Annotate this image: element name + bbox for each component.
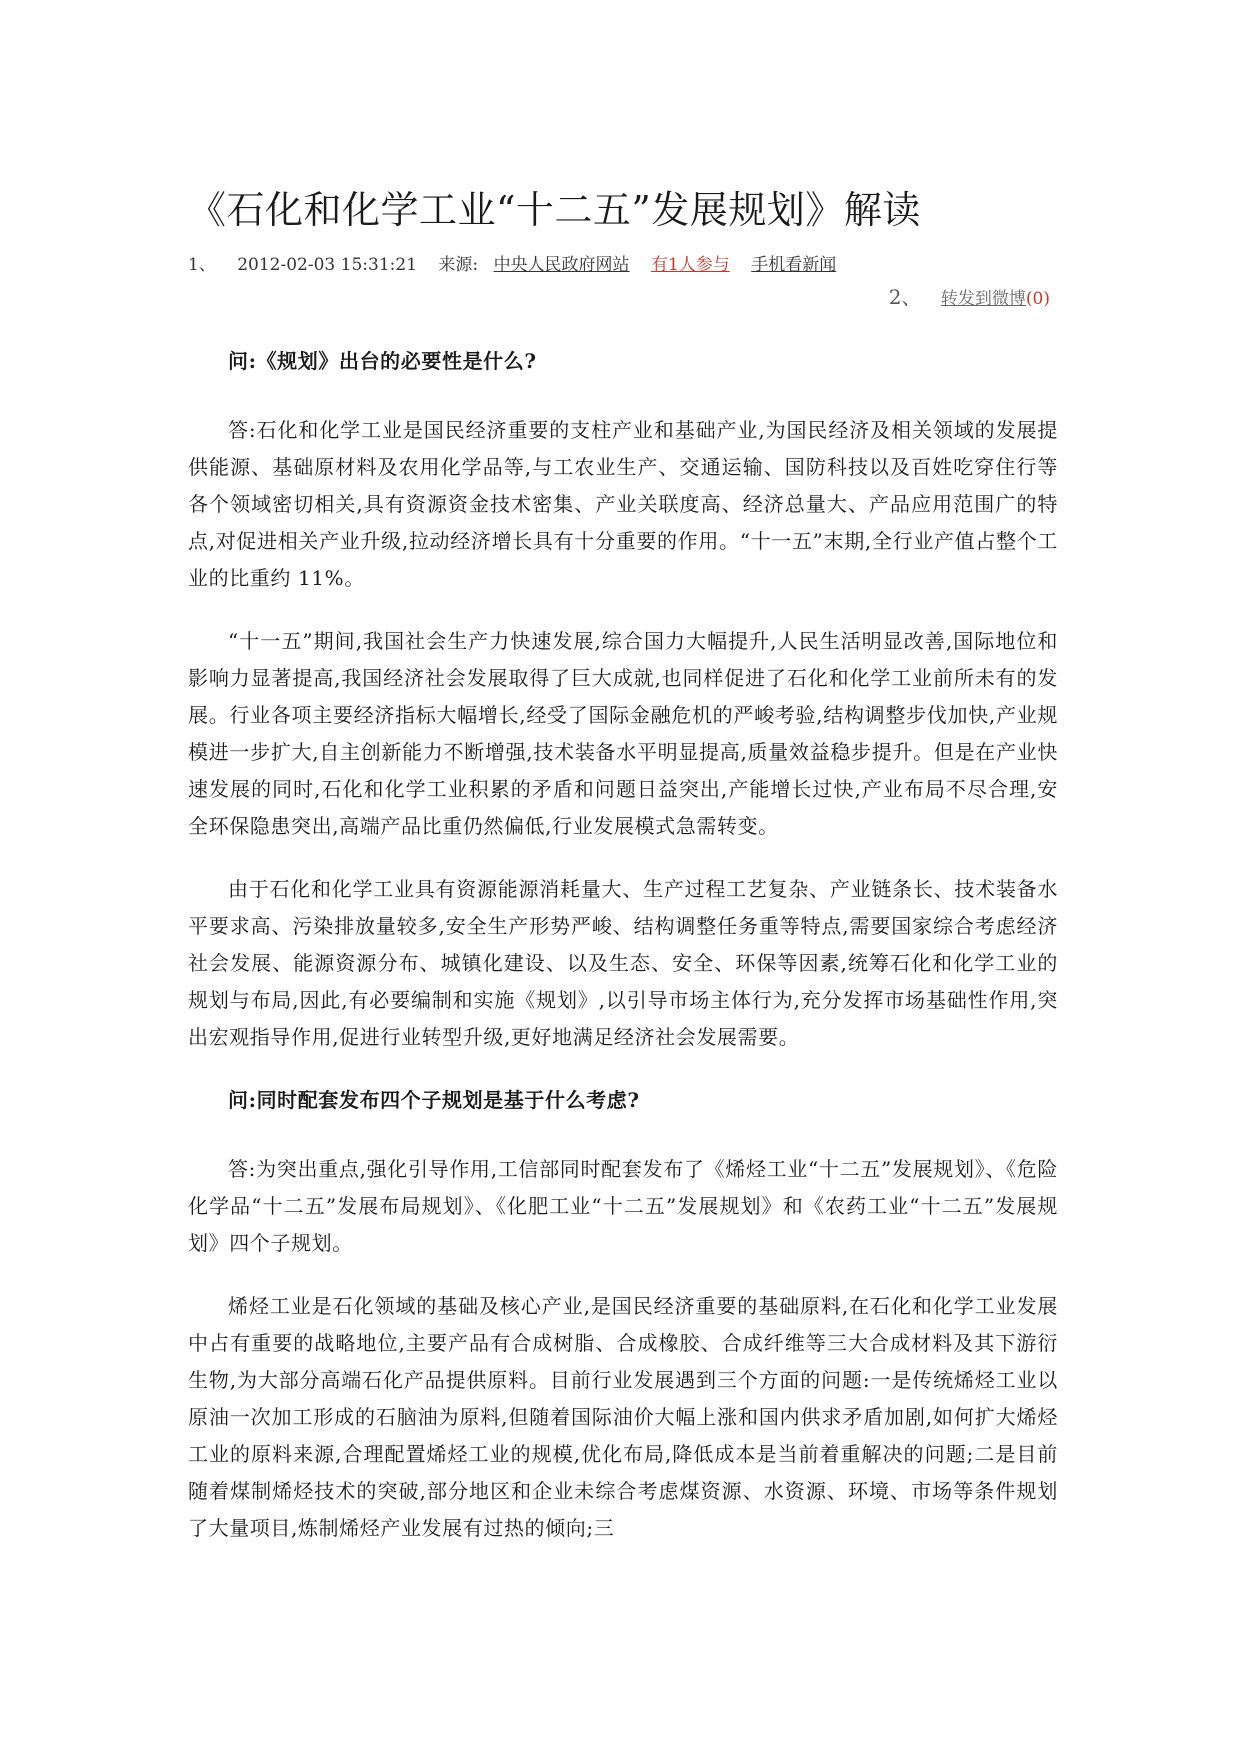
participants-suffix: 人参与 xyxy=(678,255,730,275)
list-index-1: 1、 xyxy=(188,255,216,275)
share-row xyxy=(889,284,1050,312)
participants-prefix: 有 xyxy=(650,255,668,275)
share-weibo-link[interactable]: 转发到微博 xyxy=(940,289,1026,309)
question-2: 问:同时配套发布四个子规划是基于什么考虑? xyxy=(228,1088,640,1112)
article-body xyxy=(188,343,1058,1573)
source-label: 来源: xyxy=(438,255,479,275)
question-1: 问:《规划》出台的必要性是什么? xyxy=(228,349,537,373)
paragraph: 烯烃工业是石化领域的基础及核心产业,是国民经济重要的基础原料,在石化和化学工业发展中占有重要的战略地位,主要产品有合成树脂、合成橡胶、合成纤维等三大合成材料及其下游衍生物,为大部分高端石化产品提供原料。目前行业发展遇到三个方面的问题:一是传统烯烃工业以原油一次加工形成的石脑油为原料,但随着国际油价大幅上涨和国内供求矛盾加剧,如何扩大烯烃工业的原料来源,合理配置烯烃工业的规模,优化布局,降低成本是当前着重解决的问题;二是目前随着煤制烯烃技术的突破,部分地区和企业未综合考虑煤资源、水资源、环境、市场等条件规划了大量项目,炼制烯烃产业发展有过热的倾向;三 xyxy=(188,1294,1058,1540)
mobile-news-link[interactable]: 手机看新闻 xyxy=(751,255,837,275)
list-index-2: 2、 xyxy=(888,285,922,309)
paragraph: 答:为突出重点,强化引导作用,工信部同时配套发布了《烯烃工业“十二五”发展规划》、《危险化学品“十二五”发展布局规划》、《化肥工业“十二五”发展规划》和《农药工业“十二五”发展规划》四个子规划。 xyxy=(188,1157,1058,1255)
publish-datetime: 2012-02-03 15:31:21 xyxy=(237,255,418,275)
article-meta xyxy=(188,252,1058,278)
paragraph: 答:石化和化学工业是国民经济重要的支柱产业和基础产业,为国民经济及相关领域的发展提供能源、基础原材料及农用化学品等,与工农业生产、交通运输、国防科技以及百姓吃穿住行等各个领域密切相关,具有资源资金技术密集、产业关联度高、经济总量大、产品应用范围广的特点,对促进相关产业升级,拉动经济增长具有十分重要的作用。“十一五”末期,全行业产值占整个工业的比重约 11%。 xyxy=(188,418,1058,590)
article-title: 《石化和化学工业“十二五”发展规划》解读 xyxy=(188,188,921,232)
source-link[interactable]: 中央人民政府网站 xyxy=(493,255,630,275)
share-count: (0) xyxy=(1025,289,1050,309)
participants-link[interactable] xyxy=(651,255,730,275)
paragraph: “十一五”期间,我国社会生产力快速发展,综合国力大幅提升,人民生活明显改善,国际地位和影响力显著提高,我国经济社会发展取得了巨大成就,也同样促进了石化和化学工业前所未有的发展。行业各项主要经济指标大幅增长,经受了国际金融危机的严峻考验,结构调整步伐加快,产业规模进一步扩大,自主创新能力不断增强,技术装备水平明显提高,质量效益稳步提升。但是在产业快速发展的同时,石化和化学工业积累的矛盾和问题日益突出,产能增长过快,产业布局不尽合理,安全环保隐患突出,高端产品比重仍然偏低,行业发展模式急需转变。 xyxy=(188,629,1058,838)
participants-count: 1 xyxy=(667,255,679,275)
paragraph: 由于石化和化学工业具有资源能源消耗量大、生产过程工艺复杂、产业链条长、技术装备水平要求高、污染排放量较多,安全生产形势严峻、结构调整任务重等特点,需要国家综合考虑经济社会发展、能源资源分布、城镇化建设、以及生态、安全、环保等因素,统筹石化和化学工业的规划与布局,因此,有必要编制和实施《规划》,以引导市场主体行为,充分发挥市场基础性作用,突出宏观指导作用,促进行业转型升级,更好地满足经济社会发展需要。 xyxy=(188,877,1058,1049)
